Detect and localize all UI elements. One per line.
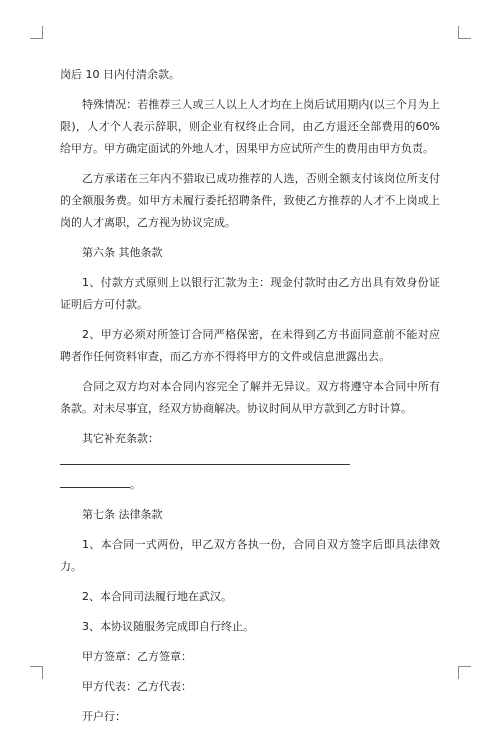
paragraph-termination: 3、本协议随服务完成即自行终止。: [82, 620, 254, 633]
document-body: [60, 64, 440, 736]
paragraph-special-cases: 特殊情况：若推荐三人或三人以上人才均在上岗后试用期内(以三个月为上限)，人才个人表示辞职，则企业有权终止合同，由乙方退还全部费用的60%给甲方。甲方确定面试的外地人才，因果甲方应试所产生的费用由甲方负责。: [60, 98, 440, 155]
supplement-clause-blank[interactable]: [60, 450, 350, 465]
supplement-clause-row: [60, 428, 440, 473]
page-corner-mark-top-left: [30, 26, 43, 39]
signature-line-seal: 甲方签章：乙方签章：: [82, 650, 192, 663]
signature-line-representative: 甲方代表：乙方代表：: [82, 680, 192, 693]
supplement-clause-end: 。: [130, 478, 141, 491]
paragraph-non-poaching: 乙方承诺在三年内不猎取已成功推荐的人选，否则全额支付该岗位所支付的全额服务费。如甲方未履行委托招聘条件，致使乙方推荐的人才不上岗或上岗的人才离职，乙方视为协议完成。: [60, 172, 440, 229]
page-corner-mark-bottom-right: [458, 666, 471, 679]
page-corner-mark-bottom-left: [30, 666, 43, 679]
paragraph-payment-remainder: 岗后 10 日内付清余款。: [60, 68, 180, 81]
supplement-clause-blank-continued[interactable]: [60, 473, 130, 488]
supplement-clause-continuation: [60, 473, 440, 496]
section-heading-article-7: 第七条 法律条款: [82, 508, 163, 521]
supplement-clause-label: 其它补充条款：: [82, 432, 159, 445]
paragraph-copies: 1、本合同一式两份，甲乙双方各执一份，合同自双方签字后即具法律效力。: [60, 538, 440, 573]
paragraph-agreement: 合同之双方均对本合同内容完全了解并无异议。双方将遵守本合同中所有条款。对未尽事宜，经双方协商解决。协议时间从甲方款到乙方时计算。: [60, 380, 440, 415]
paragraph-jurisdiction: 2、本合同司法履行地在武汉。: [82, 590, 232, 603]
paragraph-confidentiality: 2、甲方必须对所签订合同严格保密，在未得到乙方书面同意前不能对应聘者作任何资料审查，而乙方亦不得将甲方的文件或信息泄露出去。: [60, 328, 440, 363]
section-heading-article-6: 第六条 其他条款: [82, 246, 163, 259]
signature-line-bank: 开户行：: [82, 710, 126, 723]
page-corner-mark-top-right: [458, 26, 471, 39]
paragraph-payment-method: 1、付款方式原则上以银行汇款为主：现金付款时由乙方出具有效身份证证明后方可付款。: [60, 276, 440, 311]
